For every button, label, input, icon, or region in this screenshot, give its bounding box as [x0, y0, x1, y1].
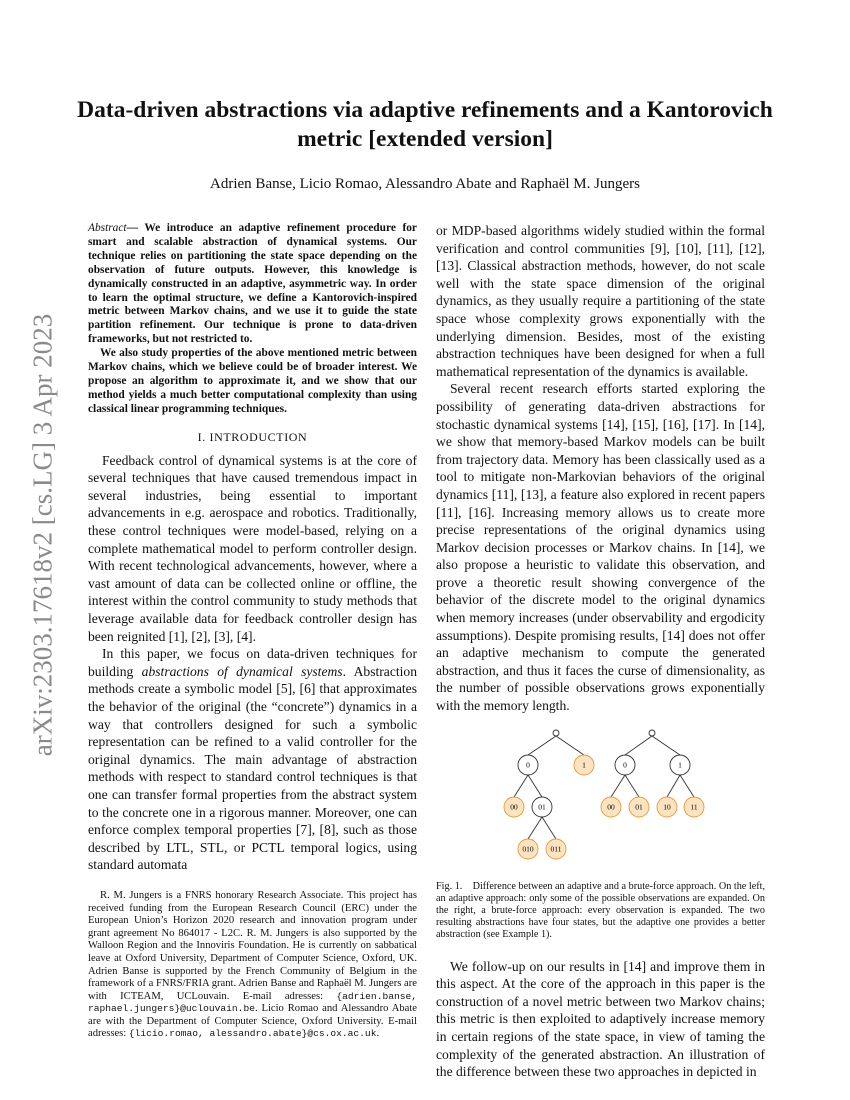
- emphasis-abstractions: abstractions of dynamical systems: [141, 663, 343, 679]
- svg-text:1: 1: [582, 760, 586, 770]
- right-tree-node-01: [629, 797, 649, 817]
- left-tree-node-011: [546, 839, 566, 859]
- tree-edge: [625, 736, 652, 755]
- section-heading-introduction: I. INTRODUCTION: [197, 429, 308, 444]
- footnote-text: R. M. Jungers is a FNRS honorary Research Associate. This project has received funding from the European Research Council (ERC) under the European Union’s Horizon 2020 research and innovation program under grant agreement No 864017 - L2C. R. M. Jungers is also supported by the Walloon Region and the Innoviris Foundation. He is currently on sabbatical leave at Oxford University, Department of Computer Science, Oxford, UK. Adrien Banse is supported by the French Community of Belgium in the framework of a FNRS/FRIA grant. Adrien Banse and Raphaël M. Jungers are with ICTEAM, UCLouvain. E-mail adresses: {adrien.banse, raphael.jungers}@uclouvain.be. Licio Romao and Alessandro Abate are with the Department of Computer Science, Oxford University. E-mail adresses: {licio.romao, alessandro.abate}@cs.ox.ac.uk.: [88, 889, 417, 1040]
- tree-edge: [611, 775, 625, 797]
- svg-text:00: 00: [510, 802, 518, 812]
- left-tree-node-010: [518, 839, 538, 859]
- tree-edge: [528, 775, 542, 797]
- intro-paragraph-1: Feedback control of dynamical systems is at the core of several techniques that have caused tremendous impact in several industries, being essential to important advancements in e.g. aerospace and robotics. Traditionally, these control techniques were model-based, relying on a complete mathematical model to perform controller design. With recent technological advancements, however, where a vast amount of data can be collected online or offline, the interest within the control community to study methods that leverage available data for feedback controller design has been reignited [1], [2], [3], [4].: [88, 452, 417, 644]
- svg-text:010: 010: [522, 844, 534, 854]
- abstract-label: Abstract: [88, 222, 127, 234]
- right-tree-node-0: [615, 755, 635, 775]
- left-tree-node-0: [518, 755, 538, 775]
- tree-edge: [528, 817, 542, 839]
- svg-text:0: 0: [526, 760, 530, 770]
- tree-edge: [514, 775, 528, 797]
- abstract: [88, 222, 417, 417]
- svg-text:01: 01: [635, 802, 643, 812]
- arxiv-identifier: arXiv:2303.17618v2 [cs.LG] 3 Apr 2023: [27, 313, 58, 757]
- left-tree-node-1: [574, 755, 594, 775]
- svg-text:00: 00: [607, 802, 615, 812]
- right-tree-node-1: [670, 755, 690, 775]
- intro-paragraph-2: In this paper, we focus on data-driven techniques for building abstractions of dynamical systems. Abstraction methods create a symbolic model [5], [6] that approximates the behavior of the original (the “concrete”) dynamics in a way that controllers designed for such a symbolic representation can be refined to a valid controller for the original dynamics. The main advantage of abstraction methods with respect to standard control techniques is that one can transfer formal properties from the abstract system to the concrete one in a rigorous manner. Moreover, one can enforce complex temporal properties [7], [8], such as those described by LTL, STL, or PCTL temporal logics, using standard automata: [88, 646, 418, 873]
- svg-text:1: 1: [678, 760, 682, 770]
- left-column: [88, 222, 417, 1041]
- tree-diagram: [436, 729, 765, 879]
- tree-edge: [542, 817, 556, 839]
- intro-paragraph-2-continued: or MDP-based algorithms widely studied within the formal verification and control communities [9], [10], [11], [12], [13]. Classical abstraction methods, however, do not scale well with the state space dimension of the original dynamics, as they usually require a partitioning of the state space whose complexity grows exponentially with the underlying dimension. Besides, most of the existing abstraction techniques have been designed for when a full mathematical representation of the dynamics is available.: [436, 223, 765, 379]
- svg-text:0: 0: [623, 760, 627, 770]
- paper-authors: Adrien Banse, Licio Romao, Alessandro Abate and Raphaël M. Jungers: [210, 176, 640, 192]
- tree-edge: [680, 775, 694, 797]
- right-tree-node-10: [657, 797, 677, 817]
- figure-1-caption: Fig. 1. Difference between an adaptive and a brute-force approach. On the left, an adaptive approach: only some of the possible observations are expanded. On the right, a brute-force approach: every observation is expanded. The two resulting abstractions have four states, but the adaptive one provides a better abstraction (see Example 1).: [436, 880, 765, 941]
- email-oxford: {licio.romao, alessandro.abate}@cs.ox.ac.uk: [128, 1028, 377, 1040]
- caption-label: Fig. 1.: [436, 880, 463, 892]
- tree-edge: [667, 775, 680, 797]
- tree-root-node: [553, 730, 559, 736]
- svg-text:01: 01: [538, 802, 546, 812]
- tree-edge: [556, 736, 584, 755]
- left-tree-node-01: [532, 797, 552, 817]
- left-tree-node-00: [504, 797, 524, 817]
- svg-text:10: 10: [663, 802, 671, 812]
- right-column: [436, 222, 765, 1081]
- email-uclouvain: {adrien.banse, raphael.jungers}@uclouvain.be: [88, 990, 417, 1015]
- tree-edge: [652, 736, 680, 755]
- figure-1: [436, 729, 765, 879]
- svg-text:11: 11: [690, 802, 698, 812]
- tree-edge: [528, 736, 556, 755]
- paper-title: Data-driven abstractions via adaptive refinements and a Kantorovich metric [extended version]: [77, 97, 773, 152]
- tree-root-node: [649, 730, 655, 736]
- abstract-paragraph-2: We also study properties of the above mentioned metric between Markov chains, which we believe could be of broader interest. We propose an algorithm to approximate it, and we show that our method yields a much better computational complexity than using classical linear programming techniques.: [88, 347, 417, 415]
- intro-paragraph-3: Several recent research efforts started exploring the possibility of generating data-driven abstractions for stochastic dynamical systems [14], [15], [16], [17]. In [14], we show that memory-based Markov models can be built from trajectory data. Memory has been classically used as a tool to mitigate non-Markovian behaviors of the original dynamics [11], [13], a feature also explored in recent papers [11], [16]. Increasing memory allows us to create more precise representations of the original dynamics using Markov decision processes or Markov chains. In [14], we also propose a heuristic to validate this observation, and prove a theoretic result showing convergence of the behavior of the discrete model to the original dynamics when memory increases (under observability and ergodicity assumptions). Despite promising results, [14] does not offer an adaptive mechanism to compute the generated abstraction, and thus it faces the curse of dimensionality, as the number of possible observations grows exponentially with the memory length.: [436, 381, 765, 714]
- tree-edge: [625, 775, 639, 797]
- footnote: [88, 890, 417, 1041]
- right-tree-node-00: [601, 797, 621, 817]
- svg-text:011: 011: [550, 844, 562, 854]
- intro-paragraph-4: We follow-up on our results in [14] and improve them in this aspect. At the core of the approach in this paper is the construction of a novel metric between two Markov chains; this metric is then exploited to adaptively increase memory in certain regions of the state space, in view of taming the complexity of the generated abstraction. An illustration of the difference between these two approaches in depicted in: [436, 958, 765, 1080]
- abstract-paragraph-1: Abstract— We introduce an adaptive refinement procedure for smart and scalable abstraction of dynamical systems. Our technique relies on partitioning the state space depending on the observation of future outputs. However, this knowledge is dynamically constructed in an adaptive, asymmetric way. In order to learn the optimal structure, we define a Kantorovich-inspired metric between Markov chains, and we use it to guide the state partition refinement. Our technique is prone to data-driven frameworks, but not restricted to.: [88, 222, 417, 346]
- right-tree-node-11: [684, 797, 704, 817]
